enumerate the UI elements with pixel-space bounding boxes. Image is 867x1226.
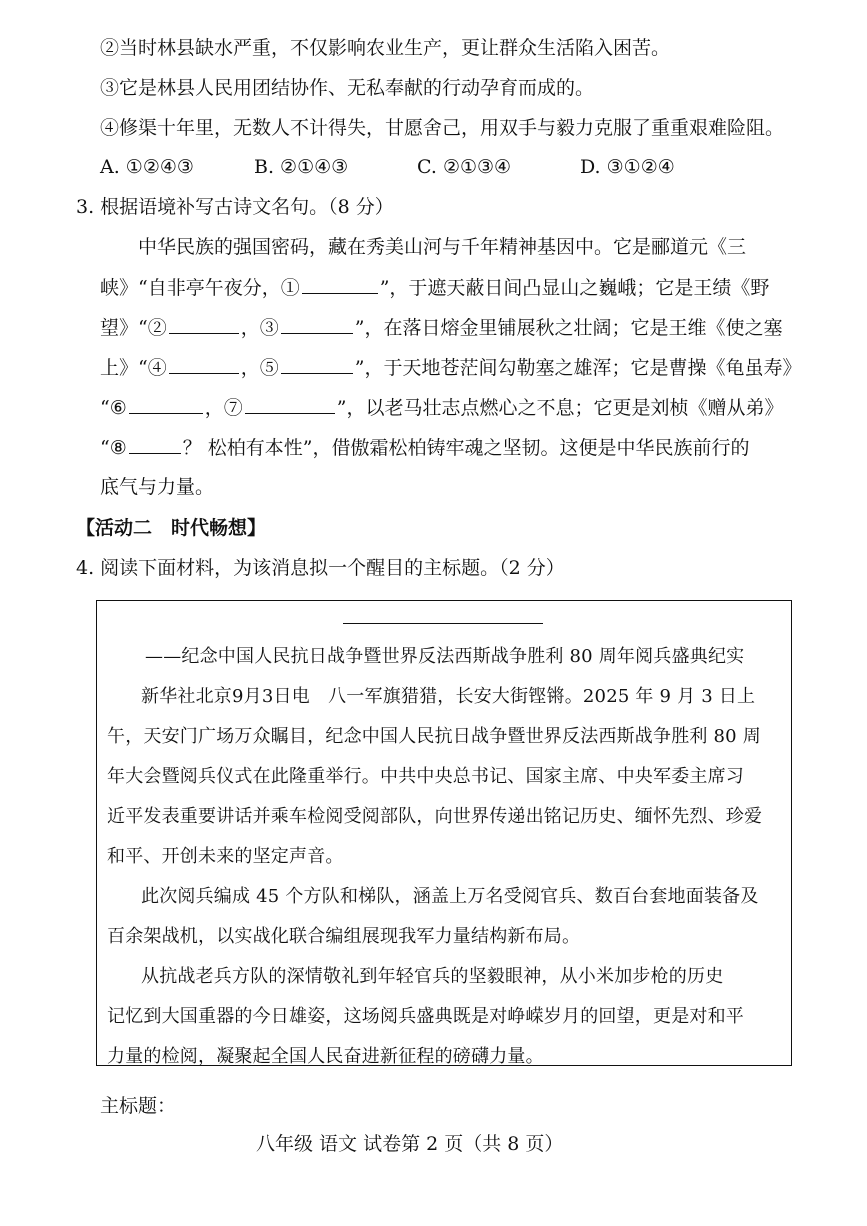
news-line: 力量的检阅，凝聚起全国人民奋进新征程的磅礴力量。 <box>107 1046 544 1067</box>
blank-4[interactable] <box>169 355 239 374</box>
blank-8[interactable] <box>129 435 181 454</box>
q3-paragraph-line-5 <box>100 395 783 420</box>
q2-options <box>100 155 675 179</box>
q3-paragraph-line-1: 中华民族的强国密码，藏在秀美山河与千年精神基因中。它是郦道元《三 <box>138 236 747 258</box>
q3-paragraph-line-2 <box>100 275 769 300</box>
q3-text: ”，于天地苍茫间勾勒塞之雄浑；它是曹操《龟虽寿》 <box>354 357 802 379</box>
answer-label[interactable]: 主标题： <box>100 1095 177 1117</box>
option-c[interactable]: C. ②①③④ <box>417 156 512 178</box>
q3-text: “⑧ <box>100 437 127 459</box>
sentence-4: ④修渠十年里，无数人不计得失，甘愿舍己，用双手与毅力克服了重重艰难险阻。 <box>100 117 785 139</box>
news-line: 百余架战机，以实战化联合编组展现我军力量结构新布局。 <box>107 926 581 947</box>
option-d[interactable]: D. ③①②④ <box>580 156 675 178</box>
q3-paragraph-line-6 <box>100 435 750 460</box>
q3-paragraph-line-7: 底气与力量。 <box>100 476 215 498</box>
q3-text: ”，于遮天蔽日间凸显山之巍峨；它是王绩《野 <box>379 277 770 299</box>
blank-5[interactable] <box>281 355 353 374</box>
news-line: 新华社北京9月3日电 八一军旗猎猎，长安大街铿锵。2025 年 9 月 3 日上 <box>141 686 756 707</box>
blank-1[interactable] <box>302 275 378 294</box>
news-subtitle: ——纪念中国人民抗日战争暨世界反法西斯战争胜利 80 周年阅兵盛典纪实 <box>145 646 745 667</box>
option-b[interactable]: B. ②①④③ <box>254 156 349 178</box>
news-line: 从抗战老兵方队的深情敬礼到年轻官兵的坚毅眼神，从小米加步枪的历史 <box>141 966 724 987</box>
q3-text: ”，在落日熔金里铺展秋之壮阔；它是王维《使之塞 <box>354 317 783 339</box>
q3-text: “⑥ <box>100 397 127 419</box>
sentence-3: ③它是林县人民用团结协作、无私奉献的行动孕育而成的。 <box>100 77 595 99</box>
blank-6[interactable] <box>129 395 203 414</box>
page-footer: 八年级 语文 试卷第 2 页（共 8 页） <box>256 1133 564 1155</box>
blank-2[interactable] <box>169 315 239 334</box>
news-line: 年大会暨阅兵仪式在此隆重举行。中共中央总书记、国家主席、中央军委主席习 <box>107 766 744 787</box>
q3-text: 峡》“自非亭午夜分，① <box>100 277 300 299</box>
q3-text: ”，以老马壮志点燃心之不息；它更是刘桢《赠从弟》 <box>336 397 784 419</box>
news-line: 记忆到大国重器的今日雄姿，这场阅兵盛典既是对峥嵘岁月的回望，更是对和平 <box>107 1006 744 1027</box>
blank-7[interactable] <box>245 395 335 414</box>
news-line: 和平、开创未来的坚定声音。 <box>107 846 344 867</box>
sentence-2: ②当时林县缺水严重，不仅影响农业生产，更让群众生活陷入困苦。 <box>100 37 671 59</box>
q3-text: 望》“② <box>100 317 167 339</box>
news-line: 午，天安门广场万众瞩目，纪念中国人民抗日战争暨世界反法西斯战争胜利 80 周 <box>107 726 761 747</box>
q3-text: ，⑤ <box>240 357 279 379</box>
q3-paragraph-line-4 <box>100 355 801 380</box>
title-blank-line[interactable] <box>343 623 543 624</box>
q3-title: 3. 根据语境补写古诗文名句。（8 分） <box>76 196 394 218</box>
news-line: 近平发表重要讲话并乘车检阅受阅部队，向世界传递出铭记历史、缅怀先烈、珍爱 <box>107 806 763 827</box>
q3-text: ？ 松柏有本性”，借傲霜松柏铸牢魂之坚韧。这便是中华民族前行的 <box>182 437 750 459</box>
news-line: 此次阅兵编成 45 个方队和梯队，涵盖上万名受阅官兵、数百台套地面装备及 <box>141 886 759 907</box>
q4-title: 4. 阅读下面材料，为该消息拟一个醒目的主标题。（2 分） <box>76 557 565 579</box>
activity-heading: 【活动二 时代畅想】 <box>76 517 267 539</box>
q3-paragraph-line-3 <box>100 315 782 340</box>
news-material-box <box>96 600 792 1066</box>
blank-3[interactable] <box>281 315 353 334</box>
q3-text: 上》“④ <box>100 357 167 379</box>
q3-text: ，③ <box>240 317 279 339</box>
q3-text: ，⑦ <box>204 397 243 419</box>
option-a[interactable]: A. ①②④③ <box>100 156 194 178</box>
